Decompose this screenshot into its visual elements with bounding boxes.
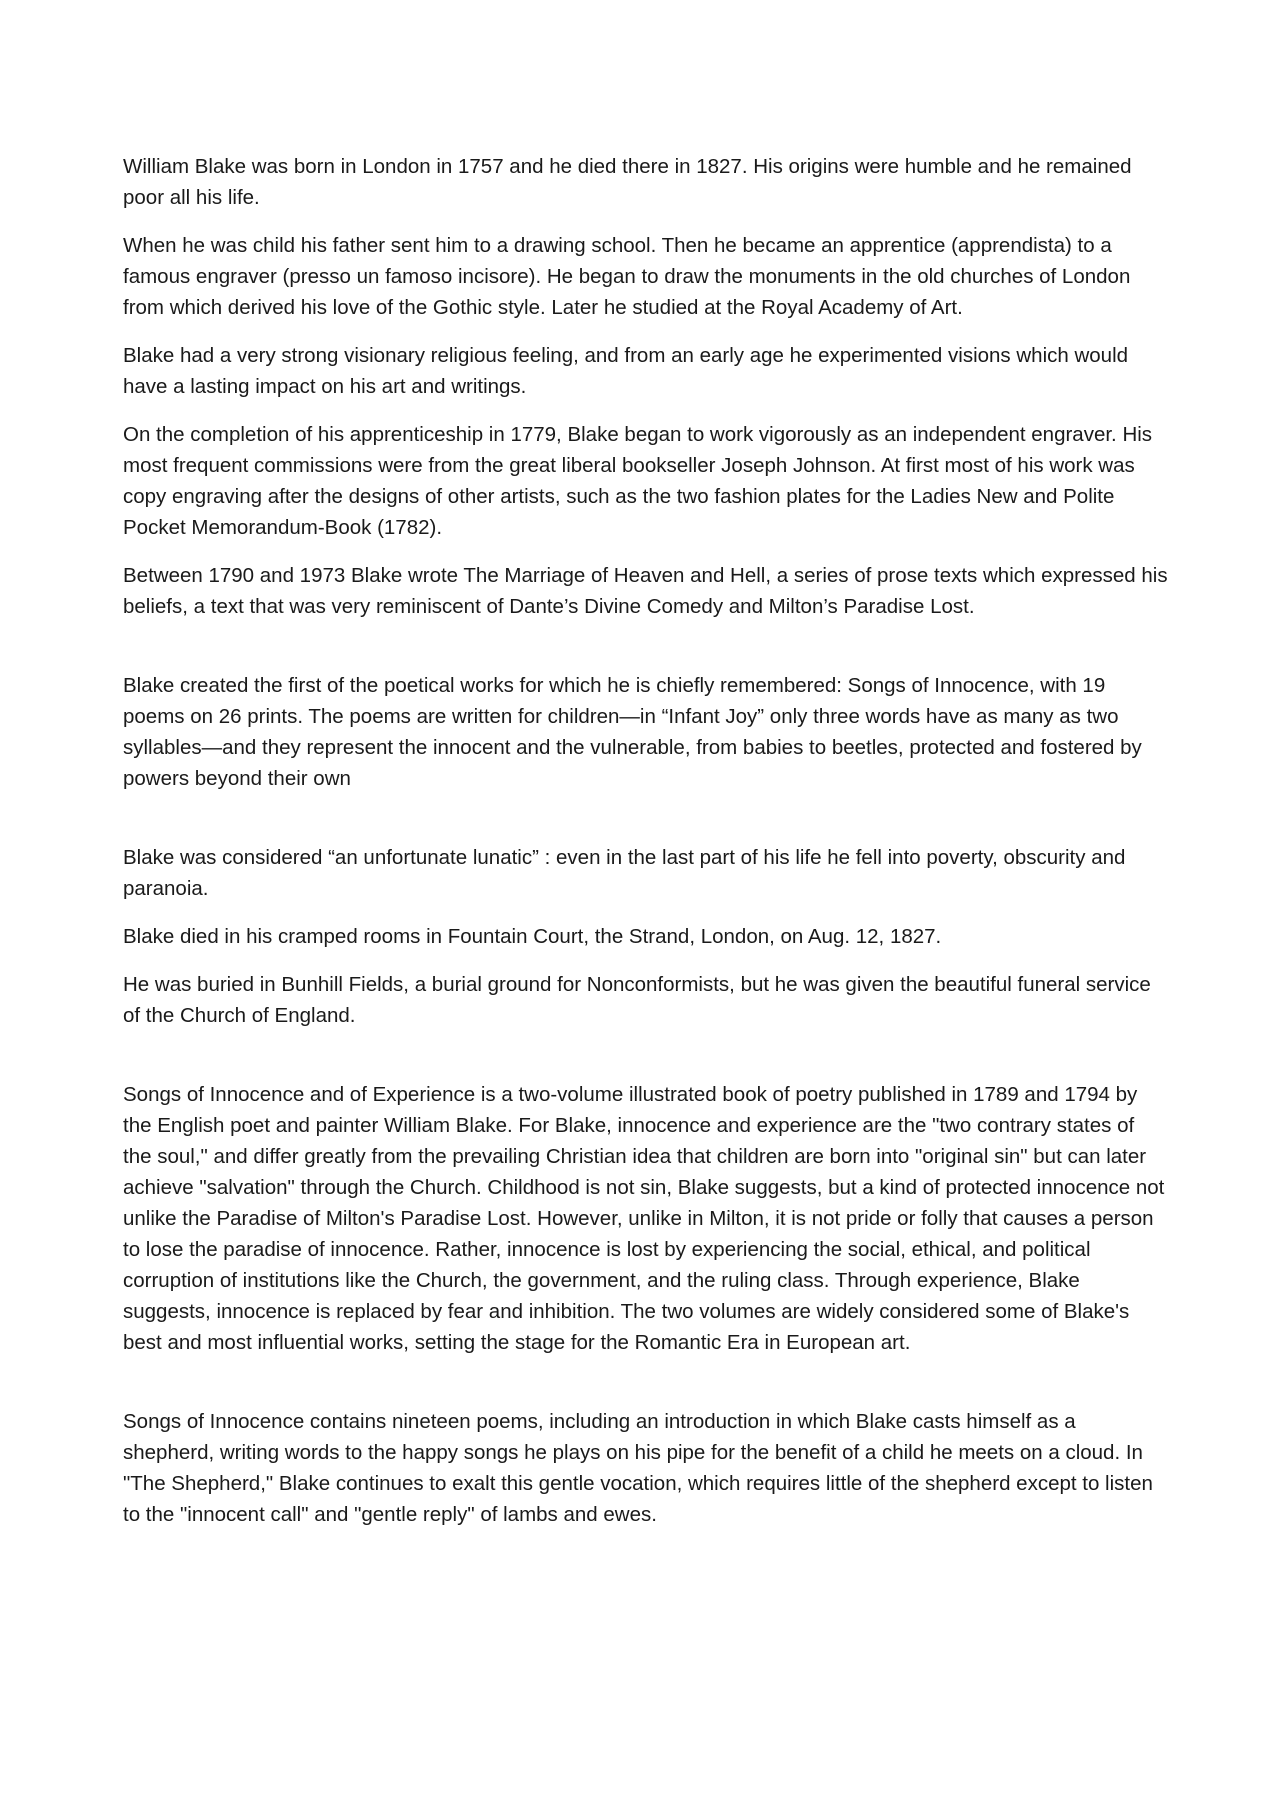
paragraph-visionary-feeling: Blake had a very strong visionary religious feeling, and from an early age he experimented visions which would have a lasting impact on his art and writings. (123, 344, 1129, 398)
document-body (123, 151, 1168, 1547)
paragraph-drawing-school: When he was child his father sent him to a drawing school. Then he became an apprentice (apprendista) to a famous engraver (presso un famoso incisore). He began to draw the monuments in the old churches of London from which derived his love of the Gothic style. Later he studied at the Royal Academy of Art. (123, 234, 1131, 319)
paragraph-death: Blake died in his cramped rooms in Fountain Court, the Strand, London, on Aug. 12, 1827. (123, 925, 942, 948)
paragraph-unfortunate-lunatic: Blake was considered “an unfortunate lunatic” : even in the last part of his life he fell into poverty, obscurity and paranoia. (123, 846, 1126, 900)
paragraph-shepherd: Songs of Innocence contains nineteen poems, including an introduction in which Blake casts himself as a shepherd, writing words to the happy songs he plays on his pipe for the benefit of a child he meets on a cloud. In "The Shepherd," Blake continues to exalt this gentle vocation, which requires little of the shepherd except to listen to the "innocent call" and "gentle reply" of lambs and ewes. (123, 1410, 1153, 1526)
paragraph-innocence-experience: Songs of Innocence and of Experience is a two-volume illustrated book of poetry published in 1789 and 1794 by the English poet and painter William Blake. For Blake, innocence and experience are the "two contrary states of the soul," and differ greatly from the prevailing Christian idea that children are born into "original sin" but can later achieve "salvation" through the Church. Childhood is not sin, Blake suggests, but a kind of protected innocence not unlike the Paradise of Milton's Paradise Lost. However, unlike in Milton, it is not pride or folly that causes a person to lose the paradise of innocence. Rather, innocence is lost by experiencing the social, ethical, and political corruption of institutions like the Church, the government, and the ruling class. Through experience, Blake suggests, innocence is replaced by fear and inhibition. The two volumes are widely considered some of Blake's best and most influential works, setting the stage for the Romantic Era in European art. (123, 1083, 1165, 1354)
paragraph-apprenticeship: On the completion of his apprenticeship in 1779, Blake began to work vigorously as an independent engraver. His most frequent commissions were from the great liberal bookseller Joseph Johnson. At first most of his work was copy engraving after the designs of other artists, such as the two fashion plates for the Ladies New and Polite Pocket Memorandum-Book (1782). (123, 423, 1153, 539)
paragraph-marriage-heaven-hell: Between 1790 and 1973 Blake wrote The Marriage of Heaven and Hell, a series of prose texts which expressed his beliefs, a text that was very reminiscent of Dante’s Divine Comedy and Milton’s Paradise Lost. (123, 564, 1168, 618)
paragraph-songs-of-innocence-first: Blake created the first of the poetical works for which he is chiefly remembered: Songs of Innocence, with 19 poems on 26 prints. The poems are written for children—in “Infant Joy” only three words have as many as two syllables—and they represent the innocent and the vulnerable, from babies to beetles, protected and fostered by powers beyond their own (123, 674, 1142, 790)
paragraph-burial: He was buried in Bunhill Fields, a burial ground for Nonconformists, but he was given the beautiful funeral service of the Church of England. (123, 973, 1151, 1027)
paragraph-blake-birth: William Blake was born in London in 1757 and he died there in 1827. His origins were humble and he remained poor all his life. (123, 155, 1132, 209)
